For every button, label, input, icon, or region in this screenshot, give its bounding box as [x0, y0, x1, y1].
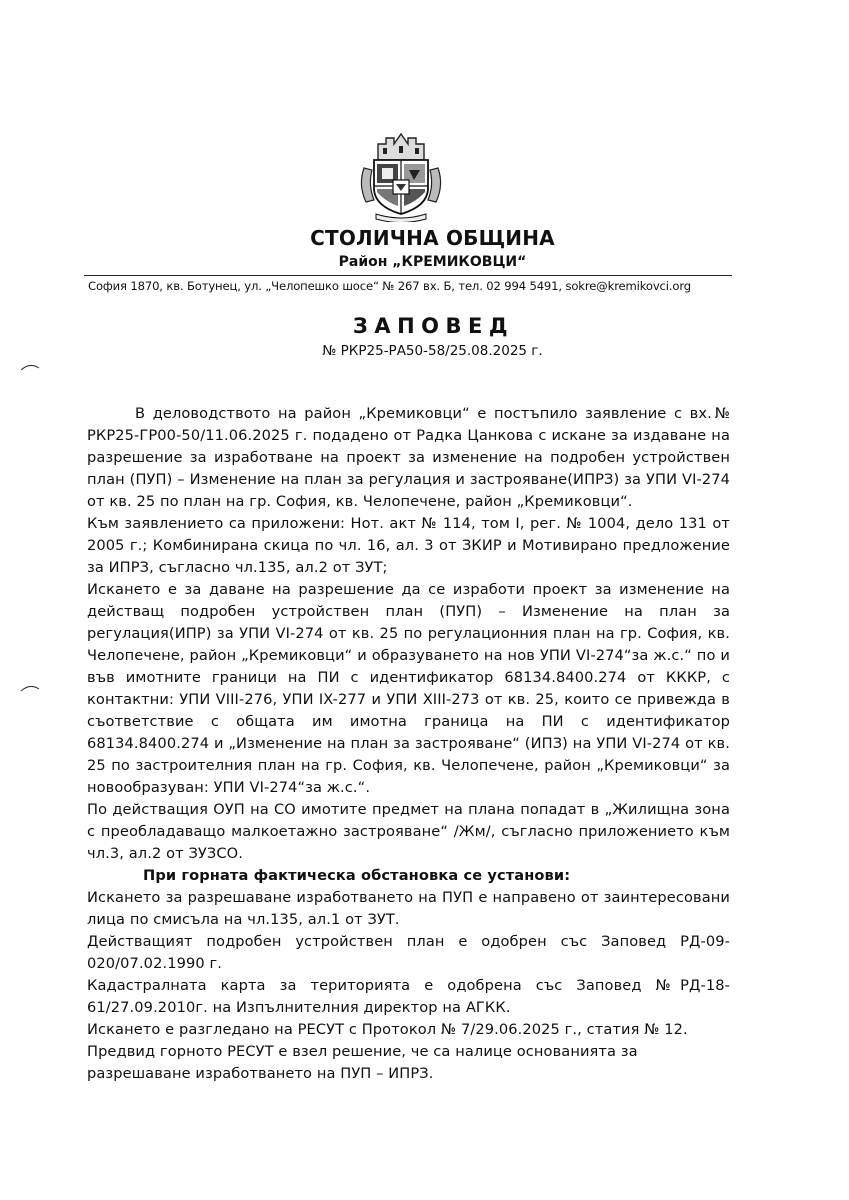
paragraph-attachments: Към заявлението са приложени: Нот. акт № 114, том I, рег. № 1004, дело 131 от 2005 г.; Комбинирана скица по чл. 16, ал. 3 от ЗКИР и Мотивирано предложение за ИПРЗ, съгласно чл.135, ал.2 от ЗУТ; [87, 515, 730, 576]
district-name: Район „КРЕМИКОВЦИ“ [338, 254, 527, 270]
order-body [87, 403, 730, 1085]
paragraph-request: Искането е за даване на разрешение да се изработи проект за изменение на действащ подробен устройствен план (ПУП) – Изменение на план за регулация(ИПР) за УПИ VI-274 от кв. 25 по регулационния план на гр. София, кв. Челопечене, район „Кремиковци“ и образуването на нов УПИ VI-274“за ж.с.“ по и във имотните граници на ПИ с идентификатор 68134.8400.274 от КККР, с контактни: УПИ VIII-276, УПИ IX-277 и УПИ XIII-273 от кв. 25, които се привежда в съответствие с общата им имотна граница на ПИ с идентификатор 68134.8400.274 и „Изменение на план за застрояване“ (ИПЗ) на УПИ VI-274 от кв. 25 по застроителния план на гр. София, кв. Челопечене, район „Кремиковци“ за новообразуван: УПИ VI-274“за ж.с.“. [87, 581, 730, 796]
document-number: № РКР25-РА50-58/25.08.2025 г. [322, 343, 543, 359]
finding-current-plan: Действащият подробен устройствен план е одобрен със Заповед РД-09-020/07.02.1990 г. [87, 933, 730, 972]
finding-resut-protocol: Искането е разгледано на РЕСУТ с Протокол № 7/29.06.2025 г., статия № 12. [87, 1021, 688, 1038]
punch-hole-mark [20, 683, 40, 693]
organization-title: СТОЛИЧНА ОБЩИНА [310, 226, 555, 250]
document-title: ЗАПОВЕД [352, 314, 515, 338]
punch-hole-mark [20, 362, 40, 372]
finding-interested-parties: Искането за разрешаване изработването на ПУП е направено от заинтересовани лица по смисъла на чл.135, ал.1 от ЗУТ. [87, 889, 730, 928]
sofia-coat-of-arms-icon [356, 130, 446, 222]
contact-line: София 1870, кв. Ботунец, ул. „Челопешко шосе“ № 267 вх. Б, тел. 02 994 5491, sokre@kremikovci.org [88, 279, 691, 293]
finding-cadastral-map: Кадастралната карта за територията е одобрена със Заповед №РД-18-61/27.09.2010г. на Изпълнителния директор на АГКК. [87, 977, 730, 1016]
findings-heading: При горната фактическа обстановка се установи: [143, 867, 571, 884]
paragraph-zoning: По действащия ОУП на СО имотите предмет на плана попадат в „Жилищна зона с преобладаващо малкоетажно застрояване“ /Жм/, съгласно приложението към чл.3, ал.2 от ЗУЗСО. [87, 801, 730, 862]
header-divider [84, 275, 732, 276]
paragraph-application: В деловодството на район „Кремиковци“ е постъпило заявление с вх.№ РКР25-ГР00-50/11.06.2025 г. подадено от Радка Цанкова с искане за издаване на разрешение за изработване на проект за изменение на подробен устройствен план (ПУП) – Изменение на план за регулация и застрояване(ИПРЗ) за УПИ VI-274 от кв. 25 по план на гр. София, кв. Челопечене, район „Кремиковци“. [87, 405, 730, 510]
finding-resut-decision: Предвид горното РЕСУТ е взел решение, че са налице основанията за разрешаване изработването на ПУП – ИПРЗ. [87, 1043, 638, 1082]
